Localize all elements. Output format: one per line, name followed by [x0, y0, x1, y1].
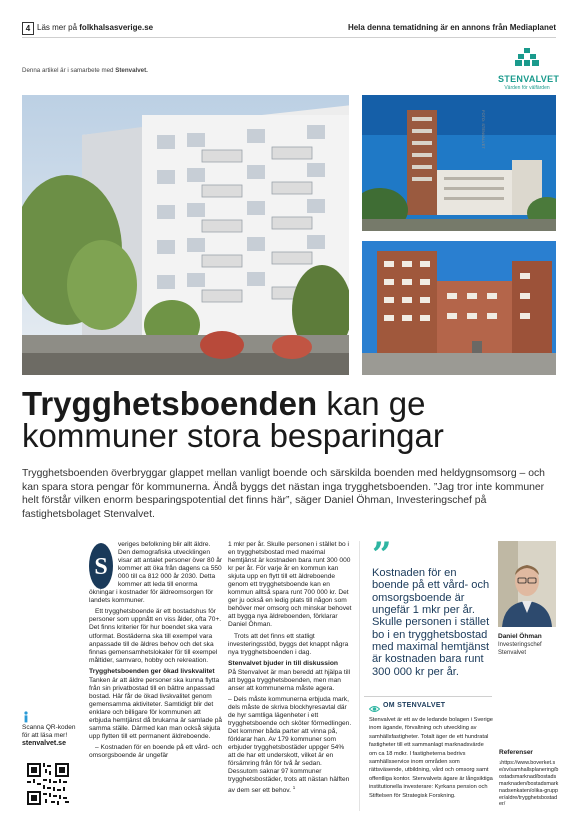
building-photo-complex	[362, 241, 556, 375]
collaboration-prefix: Denna artikel är i samarbete med	[22, 67, 114, 74]
building-photo-tall	[362, 95, 556, 231]
read-more-prefix: Läs mer på	[37, 23, 78, 32]
qr-link[interactable]: stenvalvet.se	[22, 740, 66, 747]
dropcap	[89, 543, 113, 589]
col2-paragraph-1: 1 mkr per år. Skulle personen i stället bo i en trygghetsbostad med maximal hemtjänst är kostnaden bara runt 300 000 kr per år. För varje år en kommun kan skjuta upp en flytt till ett äldreboende genom ett trygghetsboende kan en kommun alltså spara runt 700 000 kr. Det ger ju också en ledig plats till någon som behöver mer omsorg och minskar behovet att bygga nya äldreboenden, förklarar Daniel Öhman.	[228, 541, 352, 629]
about-text: Stenvalvet är ett av de ledande bolagen i Sverige inom ägande, förvaltning och utveckling av samhällsfastigheter. Totalt äger de ett hundratal fastigheter till ett sammanlagt marknadsvärde om ca 18 mdkr. I fastigheterna bedrivs samhällsservice inom områden som rättsväsende, utbildning, vård och omsorg samt offentliga kontor. Stenvalvets ägare är långsiktiga institutionella investerare: Kyrkans pension och Stiftelsen för Strategisk Forskning.	[369, 717, 493, 799]
qr-caption: Scanna QR-koden för att läsa mer!	[22, 724, 76, 740]
col2-paragraph-3: På Stenvalvet är man beredd att hjälpa till att bygga trygghetsboenden, men man anser att kommunerna måste agera.	[228, 668, 351, 692]
article-column-1	[89, 541, 223, 763]
headline	[22, 385, 562, 454]
col2-paragraph-4: – Dels måste kommunerna erbjuda mark, dels måste de skriva blockhyresavtal där de hyr samtliga lägenheter i ett trygghetsboende och sköter förmedlingen. Det kommer båda parter att vinna på, förklarar han. Av 179 kommuner som erbjuder trygghetsbostäder uppger 54% att de har ett underskott, vilket är en försämring från för två år sedan. Dessutom saknar 97 kommuner trygghetsbostäder, trots att nästan hälften av dem ser ett behov.	[228, 695, 352, 795]
mediaplanet-note: Hela denna tematidning är en annons från Mediaplanet	[347, 23, 556, 32]
portrait-photo	[498, 541, 556, 627]
person-name: Daniel Öhman	[498, 633, 542, 640]
headline-line2: kommuner stora besparingar	[22, 417, 444, 454]
references-title: Referenser	[499, 749, 533, 756]
col2-paragraph-4-wrap	[228, 696, 352, 796]
stenvalvet-logo	[498, 48, 560, 91]
footnote-mark[interactable]: 1	[292, 785, 296, 791]
pull-quote: Kostnaden för en boende på ett vård- och omsorgsboende är ungefär 1 mkr per år. Skulle personen i stället bo i en trygghetsbostad med maximal hemtjänst är kostnaden bara runt 300 000 kr per år.	[372, 567, 490, 678]
read-more-link[interactable]: folkhalsasverige.se	[79, 23, 154, 32]
logo-tagline: Värden för välfärden	[504, 85, 550, 91]
quote-mark-icon: ”	[372, 535, 392, 575]
about-title: OM STENVALVET	[383, 702, 446, 709]
logo-name: STENVALVET	[498, 74, 560, 84]
article-column-2	[228, 541, 352, 799]
headline-rest: kan ge	[317, 385, 426, 422]
headline-bold: Trygghetsboenden	[22, 385, 318, 422]
collaboration-note	[22, 67, 148, 74]
reference-url[interactable]: https://www.boverket.se/sv/samhallsplanering/bostadsmarknad/bostadsmarknaden/bostadsmarknadsenkaten/olika-grupper/aldre/trygghetsbostader/	[499, 760, 559, 808]
col1-paragraph-3: Tanken är att äldre personer ska kunna flytta från sin privatbostad till en bättre anpassad bostad. Här får de ökad livskvalitet genom gemensamma aktiviteter. Samtidigt blir det enklare och billigare för kommunen att erbjuda hemtjänst då brukarna är samlade på samma ställe. Därmed kan man också skjuta upp flytten till ett permanent äldreboende.	[89, 676, 223, 741]
col1-subhead: Trygghetsboenden ger ökad livskvalitet	[89, 667, 215, 675]
lead-paragraph: Trygghetsboenden överbryggar glappet mellan vanligt boende och särskilda boenden med heldygnsomsorg – och kan spara stora pengar för kommunerna. Ändå byggs det nästan inga trygghetsboenden. ”Jag tror inte kommuner helt förstår vilken enorm besparingspotential det finns här”, säger Daniel Öhman, Investeringschef på fastighetsbolaget Stenvalvet.	[22, 468, 545, 520]
col2-subhead: Stenvalvet bjuder in till diskussion	[228, 659, 338, 667]
read-more-line	[37, 23, 153, 32]
photo-credit: FOTO: STENVALVET	[481, 110, 486, 149]
person-role: Investeringschef Stenvalvet	[498, 642, 542, 656]
sidebar-divider	[359, 541, 360, 811]
dropcap-letter: S	[94, 554, 108, 580]
col1-paragraph-1: veriges befolkning blir allt äldre. Den demografiska utvecklingen visar att antalet personer över 80 år kommer att öka från dagens ca 550 000 till ca 812 000 år 2030. Detta kommer att leda till enorma ökningar i kostnader för äldreomsorgen för landets kommuner.	[89, 541, 223, 605]
collaboration-partner: Stenvalvet.	[115, 67, 148, 74]
references-list	[499, 760, 559, 808]
page-number: 4	[22, 22, 34, 35]
col2-paragraph-2: Trots att det finns ett statligt investeringsstöd, byggs det knappt några nya trygghetsboenden i dag.	[228, 632, 349, 656]
qr-code[interactable]	[27, 763, 69, 805]
reference-number: 1	[499, 760, 502, 765]
col1-paragraph-2: Ett trygghetsboende är ett bostadshus för personer som uppnått en viss ålder, ofta 70+. Det finns kriterier för hur boendet ska vara utformat. Bostäderna ska till exempel vara anpassade till de äldres behov och det ska finnas gemensamhetslokaler för till exempel måltider, samvaro, hobby och rekreation.	[89, 608, 222, 664]
col1-paragraph-4: – Kostnaden för en boende på ett vård- och omsorgsboende är ungefär	[89, 744, 223, 760]
main-building-photo	[22, 95, 349, 375]
logo-mark-icon	[515, 48, 539, 68]
